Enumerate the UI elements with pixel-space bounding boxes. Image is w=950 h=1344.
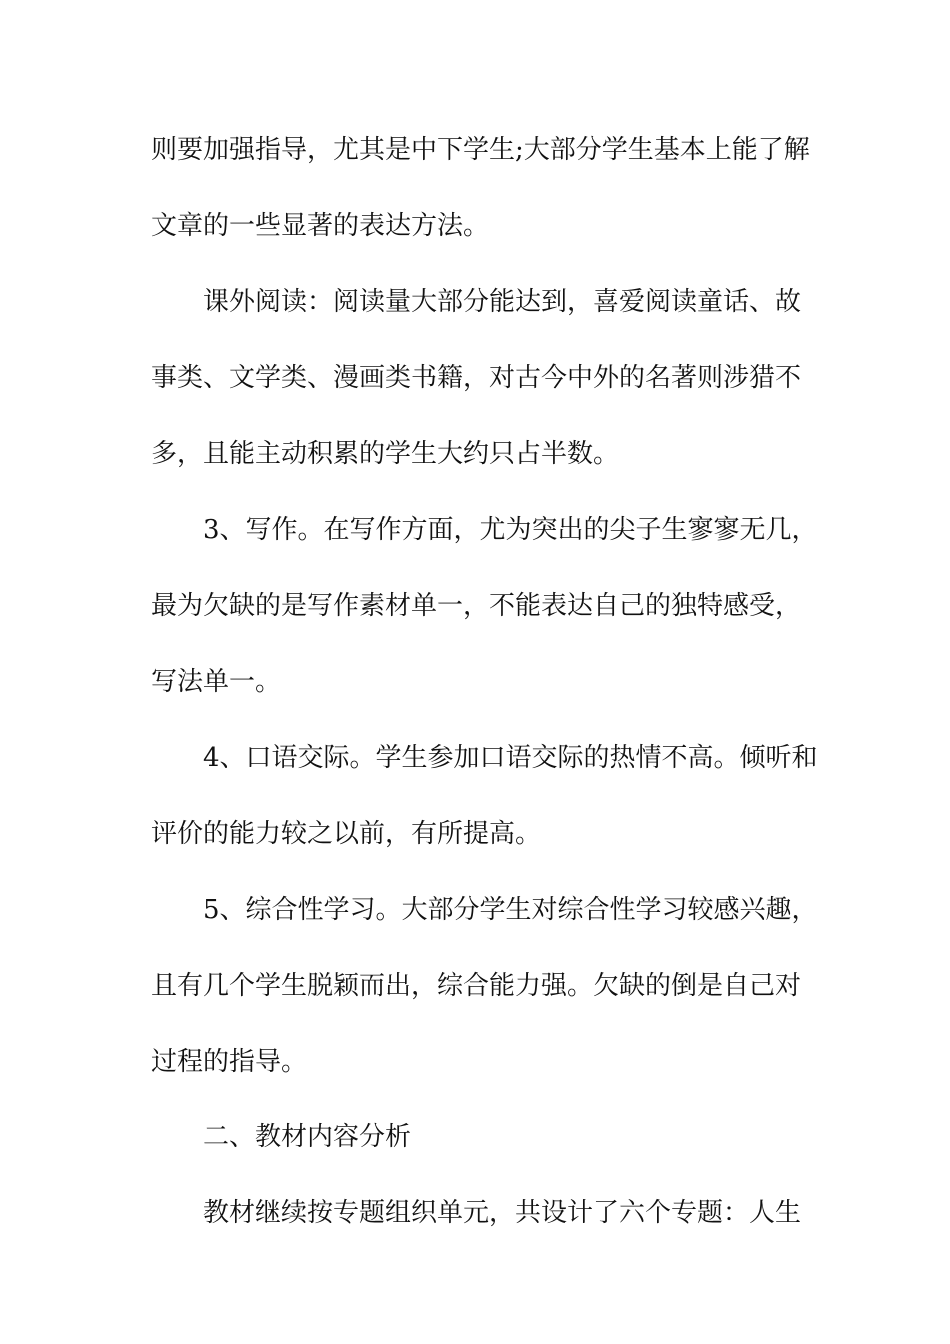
paragraph-start-line: 教材继续按专题组织单元，共设计了六个专题：人生 <box>203 1198 802 1228</box>
text-line: 写法单一。 <box>151 667 282 697</box>
paragraph-start-line: 课外阅读：阅读量大部分能达到，喜爱阅读童话、故 <box>203 287 802 317</box>
text-line: 文章的一些显著的表达方法。 <box>151 211 490 241</box>
text-line: 最为欠缺的是写作素材单一，不能表达自己的独特感受， <box>151 591 802 621</box>
text-line: 过程的指导。 <box>151 1047 308 1077</box>
text-line: 评价的能力较之以前，有所提高。 <box>151 819 542 849</box>
text-line: 则要加强指导，尤其是中下学生;大部分学生基本上能了解 <box>151 135 810 165</box>
text-line: 多，且能主动积累的学生大约只占半数。 <box>151 439 620 469</box>
section-heading: 二、教材内容分析 <box>203 1122 412 1152</box>
text-line: 且有几个学生脱颖而出，综合能力强。欠缺的倒是自己对 <box>151 971 802 1001</box>
paragraph-start-line: 4、口语交际。学生参加口语交际的热情不高。倾听和 <box>203 743 818 773</box>
paragraph-start-line: 5、综合性学习。大部分学生对综合性学习较感兴趣， <box>203 895 818 925</box>
text-line: 事类、文学类、漫画类书籍，对古今中外的名著则涉猎不 <box>151 363 802 393</box>
paragraph-start-line: 3、写作。在写作方面，尤为突出的尖子生寥寥无几， <box>203 515 818 545</box>
